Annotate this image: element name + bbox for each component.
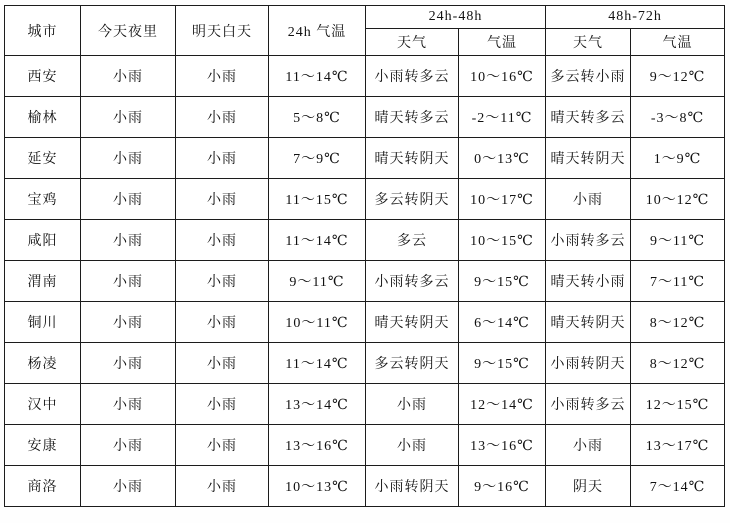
weather-24-48-cell: 多云转阴天 [366, 343, 459, 384]
temp-24-48-cell: 10～17℃ [459, 179, 546, 220]
weather-24-48-cell: 多云转阴天 [366, 179, 459, 220]
temp-48-72-cell: -3～8℃ [631, 97, 725, 138]
temp-24-48-cell: -2～11℃ [459, 97, 546, 138]
tonight-weather-cell: 小雨 [81, 425, 176, 466]
temp-24-48-cell: 9～16℃ [459, 466, 546, 507]
tonight-weather-cell: 小雨 [81, 56, 176, 97]
weather-48-72-cell: 小雨转阴天 [546, 343, 631, 384]
weather-24-48-cell: 小雨转多云 [366, 56, 459, 97]
table-row [5, 384, 725, 425]
tonight-weather-cell: 小雨 [81, 302, 176, 343]
temp-48-72-cell: 12～15℃ [631, 384, 725, 425]
temp-24h-cell: 11～14℃ [269, 343, 366, 384]
city-cell: 汉中 [5, 384, 81, 425]
table-row [5, 425, 725, 466]
weather-24-48-cell: 小雨转多云 [366, 261, 459, 302]
weather-forecast-table [4, 5, 725, 507]
table-row [5, 220, 725, 261]
table-row [5, 179, 725, 220]
header-range-24-48: 24h-48h [366, 6, 546, 29]
temp-48-72-cell: 9～12℃ [631, 56, 725, 97]
header-temp-48-72: 气温 [631, 29, 725, 56]
tomorrow-day-weather-cell: 小雨 [176, 220, 269, 261]
temp-48-72-cell: 9～11℃ [631, 220, 725, 261]
temp-24-48-cell: 10～16℃ [459, 56, 546, 97]
table-row [5, 466, 725, 507]
table-row [5, 97, 725, 138]
temp-24h-cell: 11～14℃ [269, 56, 366, 97]
city-cell: 延安 [5, 138, 81, 179]
temp-24h-cell: 5～8℃ [269, 97, 366, 138]
weather-24-48-cell: 晴天转多云 [366, 97, 459, 138]
table-row [5, 138, 725, 179]
temp-48-72-cell: 8～12℃ [631, 343, 725, 384]
weather-24-48-cell: 小雨 [366, 425, 459, 466]
tonight-weather-cell: 小雨 [81, 466, 176, 507]
temp-24h-cell: 9～11℃ [269, 261, 366, 302]
tomorrow-day-weather-cell: 小雨 [176, 343, 269, 384]
header-temp-24-48: 气温 [459, 29, 546, 56]
table-row [5, 56, 725, 97]
weather-24-48-cell: 小雨转阴天 [366, 466, 459, 507]
header-weather-24-48: 天气 [366, 29, 459, 56]
city-cell: 铜川 [5, 302, 81, 343]
tonight-weather-cell: 小雨 [81, 261, 176, 302]
temp-48-72-cell: 13～17℃ [631, 425, 725, 466]
tonight-weather-cell: 小雨 [81, 97, 176, 138]
temp-48-72-cell: 7～14℃ [631, 466, 725, 507]
weather-48-72-cell: 晴天转阴天 [546, 302, 631, 343]
header-temp-24h: 24h 气温 [269, 6, 366, 56]
temp-24h-cell: 11～14℃ [269, 220, 366, 261]
temp-24h-cell: 7～9℃ [269, 138, 366, 179]
table-row [5, 302, 725, 343]
weather-24-48-cell: 小雨 [366, 384, 459, 425]
tonight-weather-cell: 小雨 [81, 384, 176, 425]
temp-24h-cell: 10～13℃ [269, 466, 366, 507]
temp-24h-cell: 11～15℃ [269, 179, 366, 220]
city-cell: 渭南 [5, 261, 81, 302]
weather-48-72-cell: 小雨 [546, 179, 631, 220]
city-cell: 安康 [5, 425, 81, 466]
tonight-weather-cell: 小雨 [81, 138, 176, 179]
temp-24h-cell: 10～11℃ [269, 302, 366, 343]
temp-48-72-cell: 1～9℃ [631, 138, 725, 179]
table-row [5, 343, 725, 384]
tomorrow-day-weather-cell: 小雨 [176, 384, 269, 425]
table-body [5, 56, 725, 507]
temp-24-48-cell: 13～16℃ [459, 425, 546, 466]
weather-48-72-cell: 晴天转阴天 [546, 138, 631, 179]
tomorrow-day-weather-cell: 小雨 [176, 138, 269, 179]
temp-24h-cell: 13～14℃ [269, 384, 366, 425]
header-tonight: 今天夜里 [81, 6, 176, 56]
weather-48-72-cell: 小雨转多云 [546, 384, 631, 425]
weather-48-72-cell: 小雨转多云 [546, 220, 631, 261]
weather-48-72-cell: 多云转小雨 [546, 56, 631, 97]
city-cell: 咸阳 [5, 220, 81, 261]
tonight-weather-cell: 小雨 [81, 220, 176, 261]
temp-24-48-cell: 12～14℃ [459, 384, 546, 425]
temp-24-48-cell: 6～14℃ [459, 302, 546, 343]
temp-24h-cell: 13～16℃ [269, 425, 366, 466]
city-cell: 宝鸡 [5, 179, 81, 220]
tomorrow-day-weather-cell: 小雨 [176, 179, 269, 220]
temp-48-72-cell: 7～11℃ [631, 261, 725, 302]
weather-48-72-cell: 晴天转多云 [546, 97, 631, 138]
tomorrow-day-weather-cell: 小雨 [176, 466, 269, 507]
temp-24-48-cell: 10～15℃ [459, 220, 546, 261]
temp-24-48-cell: 9～15℃ [459, 261, 546, 302]
city-cell: 杨凌 [5, 343, 81, 384]
header-weather-48-72: 天气 [546, 29, 631, 56]
city-cell: 商洛 [5, 466, 81, 507]
tonight-weather-cell: 小雨 [81, 179, 176, 220]
header-range-48-72: 48h-72h [546, 6, 725, 29]
temp-24-48-cell: 9～15℃ [459, 343, 546, 384]
city-cell: 西安 [5, 56, 81, 97]
city-cell: 榆林 [5, 97, 81, 138]
temp-24-48-cell: 0～13℃ [459, 138, 546, 179]
temp-48-72-cell: 8～12℃ [631, 302, 725, 343]
tomorrow-day-weather-cell: 小雨 [176, 97, 269, 138]
header-tomorrow-day: 明天白天 [176, 6, 269, 56]
header-city: 城市 [5, 6, 81, 56]
weather-48-72-cell: 阴天 [546, 466, 631, 507]
tomorrow-day-weather-cell: 小雨 [176, 302, 269, 343]
tomorrow-day-weather-cell: 小雨 [176, 425, 269, 466]
temp-48-72-cell: 10～12℃ [631, 179, 725, 220]
table-header [5, 6, 725, 56]
weather-48-72-cell: 小雨 [546, 425, 631, 466]
tomorrow-day-weather-cell: 小雨 [176, 56, 269, 97]
weather-24-48-cell: 多云 [366, 220, 459, 261]
weather-24-48-cell: 晴天转阴天 [366, 138, 459, 179]
tomorrow-day-weather-cell: 小雨 [176, 261, 269, 302]
weather-48-72-cell: 晴天转小雨 [546, 261, 631, 302]
table-row [5, 261, 725, 302]
tonight-weather-cell: 小雨 [81, 343, 176, 384]
weather-24-48-cell: 晴天转阴天 [366, 302, 459, 343]
